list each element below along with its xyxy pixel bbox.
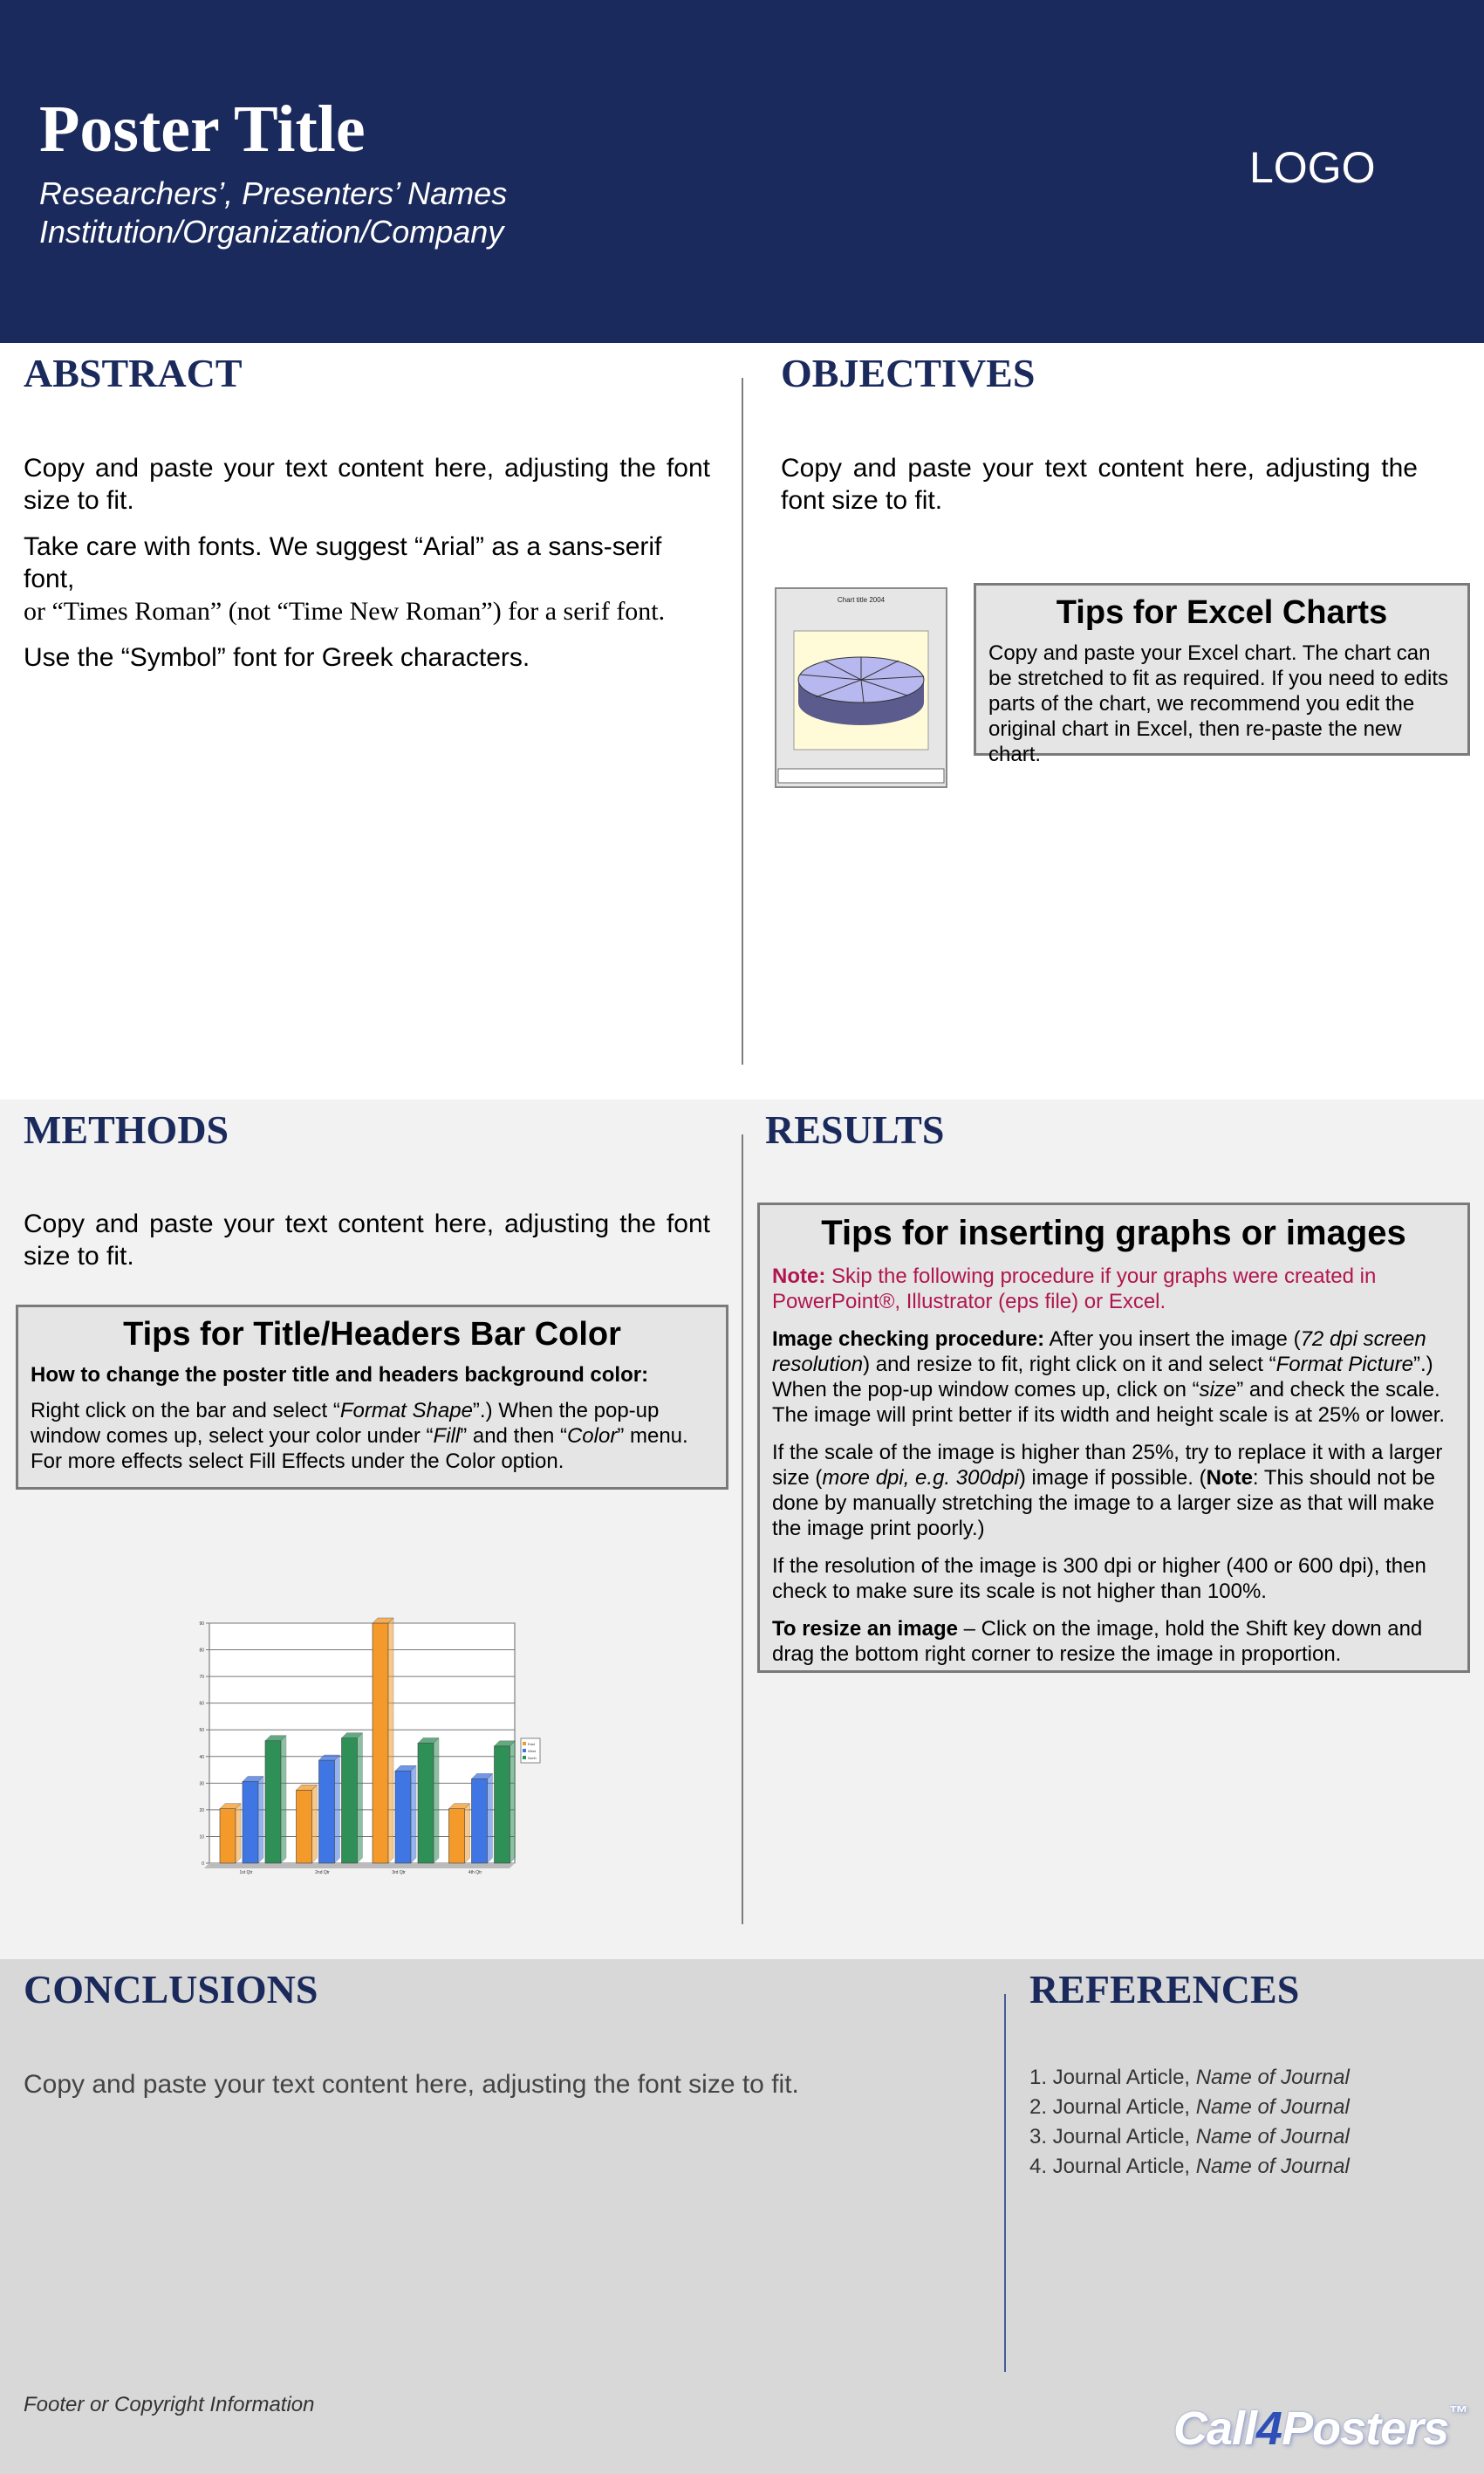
bar-side (258, 1777, 263, 1864)
tip-text-italic: Color (566, 1424, 618, 1448)
excel-charts-tip-box (974, 583, 1470, 766)
bar-side (358, 1733, 363, 1863)
excel-tip-text: Copy and paste your Excel chart. The chart can be stretched to fit as required. If you need to edits parts of the chart, we recommend you edit the original chart in Excel, then re-paste the new chart. (988, 641, 1448, 766)
conclusions-heading: CONCLUSIONS (24, 1967, 318, 2011)
methods-heading: METHODS (24, 1107, 229, 1152)
results-heading: RESULTS (765, 1107, 945, 1152)
logo-placeholder: LOGO (1249, 143, 1376, 192)
methods-body (24, 1208, 710, 1286)
check-italic: 72 dpi screen resolution (772, 1327, 1426, 1376)
note-label: Note: (772, 1264, 826, 1288)
bar (472, 1778, 488, 1863)
reference-prefix: 3. Journal Article, (1029, 2125, 1196, 2148)
note-text: Skip the following procedure if your graphs were created in PowerPoint®, Illustrator (eps file) or Excel. (772, 1264, 1377, 1313)
pie-chart-thumbnail[interactable] (775, 587, 947, 788)
reference-prefix: 4. Journal Article, (1029, 2155, 1196, 2178)
tip-text-part: Right click on the bar and select “ (31, 1399, 340, 1422)
check-label: Image checking procedure: (772, 1327, 1045, 1351)
tip-text-italic: Fill (433, 1424, 461, 1448)
brand-call: Call (1173, 2402, 1257, 2455)
reference-prefix: 2. Journal Article, (1029, 2095, 1196, 2119)
header-color-tip-heading: Tips for Title/Headers Bar Color (123, 1316, 621, 1353)
scale-text: ) image if possible. ( (1018, 1466, 1207, 1490)
y-tick-label: 60 (199, 1701, 204, 1707)
legend-label: West (528, 1749, 537, 1753)
graphs-tip-resolution: If the resolution of the image is 300 dpi or higher (400 or 600 dpi), then check to make sure its scale is not higher than 100%. (772, 1554, 1426, 1603)
check-text: After you insert the image ( (1044, 1327, 1301, 1351)
brand-four: 4 (1256, 2402, 1282, 2455)
presenters-block (39, 175, 507, 251)
check-italic: size (1199, 1378, 1237, 1401)
methods-paragraph: Copy and paste your text content here, adjusting the font size to fit. (24, 1210, 710, 1271)
bar-side (388, 1618, 393, 1863)
bar-side (465, 1804, 470, 1863)
legend-swatch (523, 1742, 526, 1745)
y-tick-label: 80 (199, 1648, 204, 1654)
scale-italic: more dpi, e.g. 300dpi (822, 1466, 1019, 1490)
bar (449, 1809, 465, 1863)
bar-side (488, 1773, 493, 1863)
reference-item (1029, 2093, 1466, 2122)
check-italic: Format Picture (1275, 1353, 1413, 1376)
legend-swatch (523, 1756, 526, 1759)
x-tick-label: 4th Qtr (468, 1870, 482, 1875)
reference-journal: Name of Journal (1195, 2125, 1350, 2148)
y-tick-label: 0 (202, 1861, 204, 1867)
bar (395, 1771, 411, 1863)
bar-side (236, 1804, 241, 1863)
institution-name: Institution/Organization/Company (39, 214, 504, 250)
graphs-tip-check (772, 1326, 1455, 1428)
graphs-images-tip-box (757, 1203, 1470, 1673)
check-text: ”.) When the pop-up window comes up, click on “ (772, 1353, 1433, 1401)
header-color-tip-text (31, 1398, 714, 1474)
graphs-tip-heading: Tips for inserting graphs or images (821, 1214, 1406, 1252)
header-color-tip-subheading: How to change the poster title and headers background color: (31, 1363, 649, 1387)
check-text: ) and resize to fit, right click on it and select “ (863, 1353, 1276, 1376)
brand-tm: ™ (1448, 2402, 1467, 2423)
abstract-fonts-line2: or “Times Roman” (not “Time New Roman”) for a serif font. (24, 597, 666, 626)
y-tick-label: 30 (199, 1781, 204, 1787)
header-color-tip-box (16, 1305, 728, 1490)
pie-chart-graphic (776, 589, 946, 786)
bar (373, 1623, 388, 1863)
reference-item (1029, 2152, 1466, 2182)
abstract-paragraph: Copy and paste your text content here, adjusting the font size to fit. (24, 454, 710, 515)
reference-item (1029, 2122, 1466, 2152)
brand-posters: Posters (1282, 2402, 1449, 2455)
graphs-tip-resize (772, 1616, 1455, 1667)
bar (297, 1790, 312, 1863)
y-tick-label: 40 (199, 1754, 204, 1760)
y-tick-label: 50 (199, 1728, 204, 1734)
bar-side (312, 1785, 318, 1863)
bar-chart[interactable] (196, 1614, 545, 1876)
bar (319, 1760, 335, 1863)
y-tick-label: 10 (199, 1834, 204, 1840)
scale-text: If the scale of the image is higher than 25%, try to replace it with a larger size ( (772, 1441, 1443, 1490)
bar-side (281, 1736, 286, 1863)
reference-journal: Name of Journal (1195, 2155, 1350, 2178)
abstract-symbol-paragraph: Use the “Symbol” font for Greek characters. (24, 643, 530, 672)
poster-title: Poster Title (39, 93, 366, 166)
x-tick-label: 2nd Qtr (315, 1870, 330, 1875)
resize-text: – Click on the image, hold the Shift key down and drag the bottom right corner to resize the image in proportion. (772, 1617, 1423, 1666)
objectives-paragraph: Copy and paste your text content here, adjusting the font size to fit. (781, 454, 1418, 515)
tip-text-part: ” menu. For more effects select Fill Effects under the Color option. (31, 1424, 688, 1473)
y-tick-label: 90 (199, 1621, 204, 1627)
column-divider (742, 378, 743, 1065)
bar-side (434, 1738, 439, 1864)
column-divider-3 (1004, 1994, 1006, 2372)
reference-prefix: 1. Journal Article, (1029, 2066, 1196, 2089)
graphs-tip-note (772, 1264, 1455, 1314)
call4posters-logo (1173, 2402, 1467, 2456)
objectives-body (781, 452, 1418, 531)
legend-label: North (528, 1756, 537, 1760)
conclusions-paragraph: Copy and paste your text content here, adjusting the font size to fit. (24, 2070, 799, 2099)
reference-item (1029, 2063, 1466, 2093)
y-tick-label: 20 (199, 1807, 204, 1813)
presenters-names: Researchers’, Presenters’ Names (39, 175, 508, 211)
check-text: ” and check the scale. The image will print better if its width and height scale is at 25% or lower. (772, 1378, 1446, 1427)
column-divider-2 (742, 1134, 743, 1924)
tip-text-part: ”.) When the pop-up window comes up, select your color under “ (31, 1399, 660, 1448)
abstract-fonts-paragraph (24, 531, 710, 627)
legend-swatch (523, 1749, 526, 1752)
abstract-body (24, 452, 710, 688)
bar (342, 1738, 358, 1863)
references-list (1029, 2063, 1466, 2182)
tip-text-part: ” and then “ (460, 1424, 567, 1448)
abstract-fonts-line1: Take care with fonts. We suggest “Arial” as a sans-serif font, (24, 532, 662, 593)
bar-side (335, 1755, 340, 1863)
conclusions-body (24, 2068, 983, 2114)
scale-note: Note (1206, 1466, 1253, 1490)
abstract-heading: ABSTRACT (24, 351, 243, 395)
y-tick-label: 70 (199, 1675, 204, 1681)
objectives-heading: OBJECTIVES (781, 351, 1036, 395)
bar (418, 1744, 434, 1864)
bar (243, 1782, 258, 1864)
bar (495, 1746, 510, 1863)
footer-text: Footer or Copyright Information (24, 2393, 315, 2416)
bar-side (510, 1741, 516, 1863)
bar-side (411, 1765, 416, 1863)
tip-text-italic: Format Shape (339, 1399, 473, 1422)
reference-journal: Name of Journal (1195, 2066, 1350, 2089)
x-tick-label: 1st Qtr (239, 1870, 253, 1875)
chart-floor (204, 1863, 515, 1868)
bar (265, 1741, 281, 1863)
legend-label: East (528, 1742, 536, 1746)
resize-label: To resize an image (772, 1617, 958, 1641)
pie-chart-caption: Chart title 2004 (837, 596, 886, 604)
references-heading: REFERENCES (1029, 1967, 1300, 2011)
bar (220, 1809, 236, 1863)
graphs-tip-scale (772, 1440, 1455, 1541)
x-tick-label: 3rd Qtr (392, 1870, 406, 1875)
reference-journal: Name of Journal (1195, 2095, 1350, 2119)
excel-tip-heading: Tips for Excel Charts (1056, 594, 1388, 631)
scale-text: : This should not be done by manually stretching the image to a larger size as that will make the image print poorly.) (772, 1466, 1435, 1540)
